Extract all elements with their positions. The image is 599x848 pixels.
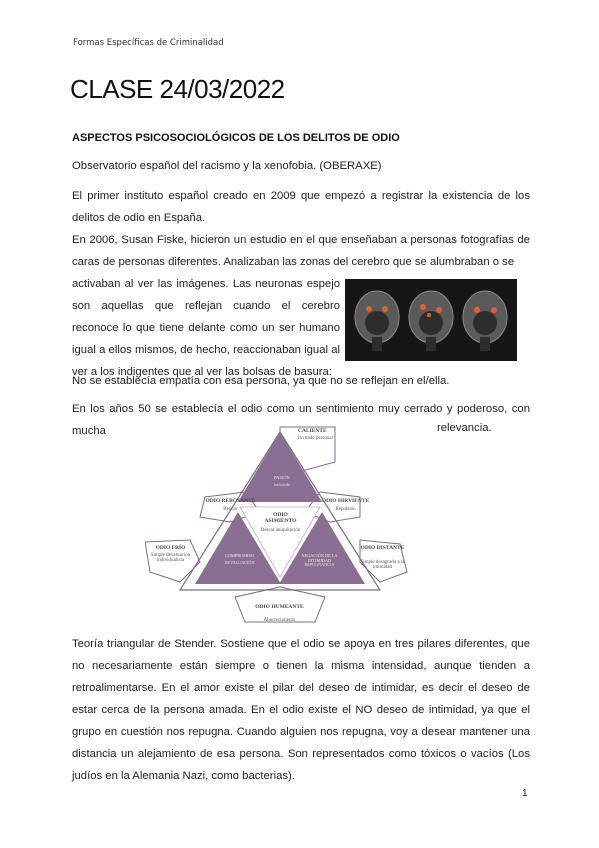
paragraph-anos-50: En los años 50 se establecía el odio como un sentimiento muy cerrado y poderoso, con mucha (72, 403, 530, 437)
label-right-triangle-sub: REPUGNANCIA (304, 562, 335, 567)
paragraph-fiske-intro: En 2006, Susan Fiske, hicieron un estudio en el que enseñaban a personas fotografías de caras de personas diferentes. Analizaban las zonas del cerebro que se alumbraban o se (72, 234, 530, 268)
label-odio-frio: ODIO FRÍO (155, 545, 186, 551)
label-top-triangle: PASIÓN (274, 475, 290, 480)
label-caliente: CALIENTE (298, 428, 327, 434)
label-odio-hirviente-sub: Repulsión (335, 507, 356, 512)
label-left-triangle-sub: DEVALUACIÓN (224, 560, 255, 565)
label-odio-humeante-sub: Aborrecimiento (263, 618, 296, 623)
paragraph-relevancia: relevancia. (437, 422, 492, 434)
label-odio-asimiento-sub: Desear aniquilación (260, 528, 301, 533)
label-caliente-sub: Invitado personal (298, 436, 333, 441)
page-title: CLASE 24/03/2022 (70, 74, 285, 104)
section-heading: ASPECTOS PSICOSOCIOLÓGICOS DE LOS DELITOS DE ODIO (72, 132, 400, 144)
label-left-triangle: COMPROMISO (225, 553, 254, 558)
label-right-triangle: NEGACIÓN DE LA INTIMIDAD (301, 553, 338, 563)
paragraph-stender: Teoría triangular de Stender. Sostiene que el odio se apoya en tres pilares diferentes, que no necesariamente están siempre o tienen la misma intensidad, aunque tienden a retroalimentarse. En el amor existe el pilar del deseo de intimidar, es decir el deseo de estar cerca de la persona amada. En el odio existe el NO deseo de intimidad, ya que el grupo en cuestión nos repugna. Cuando alguien nos repugna, voy a desear mantener una distancia un alejamiento de esa persona. Son representados como tóxicos o vacíos (Los judíos en la Alemania Nazi, como bacterias). (72, 638, 530, 782)
label-odio-humeante: ODIO HUMEANTE (255, 604, 304, 610)
label-odio-hirviente: ODIO HIRVIENTE (321, 498, 370, 504)
label-odio-rebosante-sub: Rencor (223, 507, 238, 512)
paragraph-instituto: El primer instituto español creado en 2009 que empezó a registrar la existencia de los delitos de odio en España. (72, 190, 530, 224)
label-odio-rebosante: ODIO REBOSANTE (205, 498, 256, 504)
label-top-triangle-sub: ira/miedo (273, 482, 291, 487)
label-odio-distante-sub: Simple desagrado a la intimidad (360, 560, 405, 570)
label-odio-frio-sub: Simple devaluación individualista (150, 553, 191, 563)
page-number: 1 (522, 788, 528, 799)
paragraph-oberaxe: Observatorio español del racismo y la xenofobia. (OBERAXE) (72, 160, 382, 172)
label-odio-distante: ODIO DISTANTE (360, 545, 405, 551)
triangular-theory-diagram (145, 422, 415, 627)
page-header: Formas Específicas de Criminalidad (73, 38, 224, 48)
paragraph-empatia: No se establecía empatía con esa persona, ya que no se reflejan en el/ella. (72, 375, 450, 387)
paragraph-neuronas-espejo: activaban al ver las imágenes. Las neuronas espejo son aquellas que reflejan cuando el cerebro reconoce lo que tiene delante como un ser humano igual a ellos mismos, de hecho, reaccionaban igual al ver a los indigentes que al ver las bolsas de basura: (72, 278, 340, 378)
label-odio-asimiento: ODIO ASIMIENTO (264, 512, 297, 524)
brain-scan-image (345, 279, 517, 361)
